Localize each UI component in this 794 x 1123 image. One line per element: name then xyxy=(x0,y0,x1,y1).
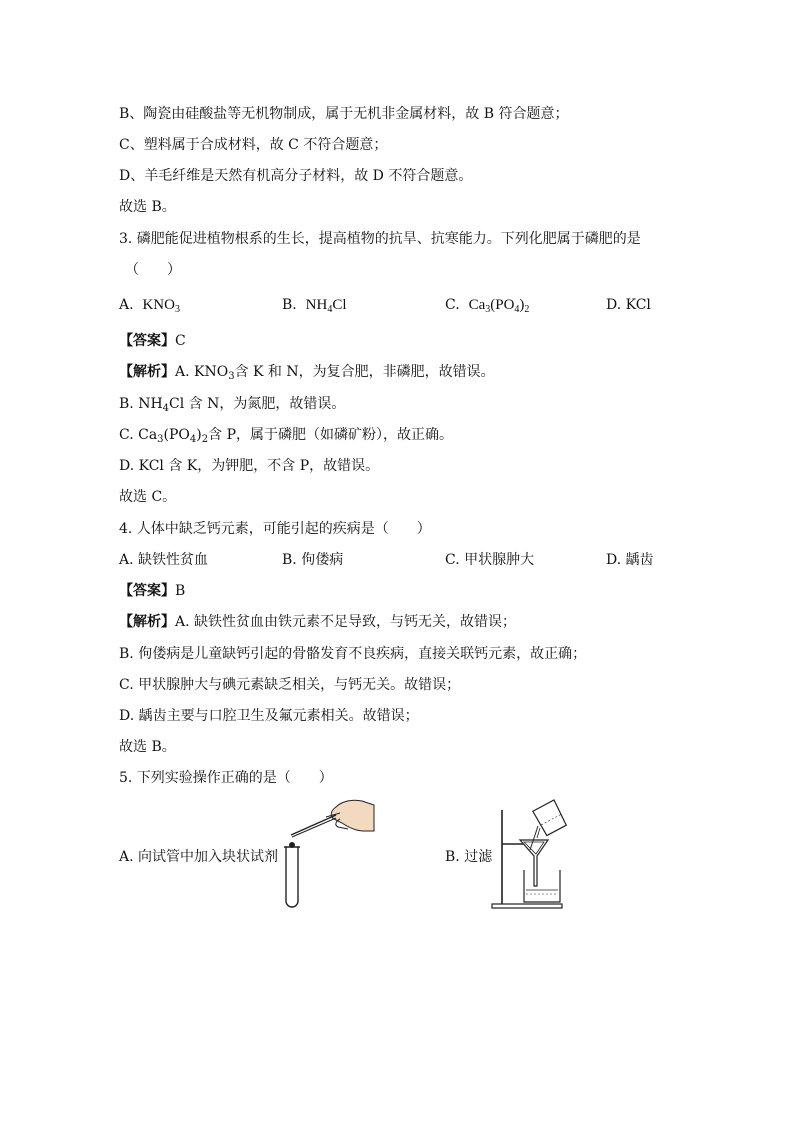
q4-analysis-a: 【解析】A. 缺铁性贫血由铁元素不足导致，与钙无关，故错误； xyxy=(119,614,517,630)
q3-analysis-d: D. KCl 含 K，为钾肥，不含 P，故错误。 xyxy=(119,458,380,474)
q4-analysis-b: B. 佝偻病是儿童缺钙引起的骨骼发育不良疾病，直接关联钙元素，故正确； xyxy=(119,646,587,662)
q3-analysis-b: B. $NH_4Cl$ 含 N，为氮肥，故错误。 xyxy=(119,396,346,414)
filtration-apparatus-illustration xyxy=(490,800,582,912)
q4-stem: 4. 人体中缺乏钙元素，可能引起的疾病是（ ） xyxy=(119,521,431,537)
q4-option-a: A. 缺铁性贫血 xyxy=(119,552,209,568)
test-tube-tweezers-illustration xyxy=(278,795,388,913)
q3-analysis-a: 【解析】A. $KNO_3$含 K 和 N，为复合肥，非磷肥，故错误。 xyxy=(119,364,495,382)
q4-conclusion: 故选 B。 xyxy=(119,739,176,755)
q3-stem: 3. 磷肥能促进植物根系的生长，提高植物的抗旱、抗寒能力。下列化肥属于磷肥的是 xyxy=(119,231,641,247)
q4-analysis-d: D. 龋齿主要与口腔卫生及氟元素相关。故错误； xyxy=(119,708,419,724)
q3-option-c: C. $Ca_3(PO_4)_2$ xyxy=(445,297,530,315)
q4-answer: 【答案】B xyxy=(119,583,186,599)
q3-option-b: B. $NH_4Cl$ xyxy=(282,297,347,315)
analysis-line-d: D、羊毛纤维是天然有机高分子材料，故 D 不符合题意。 xyxy=(119,168,473,184)
q4-option-c: C. 甲状腺肿大 xyxy=(445,552,535,568)
analysis-line-b: B、陶瓷由硅酸盐等无机物制成，属于无机非金属材料，故 B 符合题意； xyxy=(119,106,569,122)
q3-analysis-c: C. $Ca_3(PO_4)_2$含 P，属于磷肥（如磷矿粉），故正确。 xyxy=(119,427,453,445)
q5-option-a: A. 向试管中加入块状试剂 xyxy=(119,849,279,865)
q3-conclusion: 故选 C。 xyxy=(119,489,177,505)
q4-option-d: D. 龋齿 xyxy=(606,552,654,568)
q5-stem: 5. 下列实验操作正确的是（ ） xyxy=(119,770,333,786)
q4-analysis-c: C. 甲状腺肿大与碘元素缺乏相关，与钙无关。故错误； xyxy=(119,677,461,693)
q4-option-b: B. 佝偻病 xyxy=(282,552,344,568)
conclusion-line: 故选 B。 xyxy=(119,199,176,215)
analysis-line-c: C、塑料属于合成材料，故 C 不符合题意； xyxy=(119,137,388,153)
q3-option-a: A. $KNO_3$ xyxy=(119,297,180,315)
q3-option-d: D. KCl xyxy=(606,297,651,313)
q3-paren: （ ） xyxy=(125,262,181,278)
q3-answer: 【答案】C xyxy=(119,333,186,349)
q5-option-b: B. 过滤 xyxy=(445,849,493,865)
